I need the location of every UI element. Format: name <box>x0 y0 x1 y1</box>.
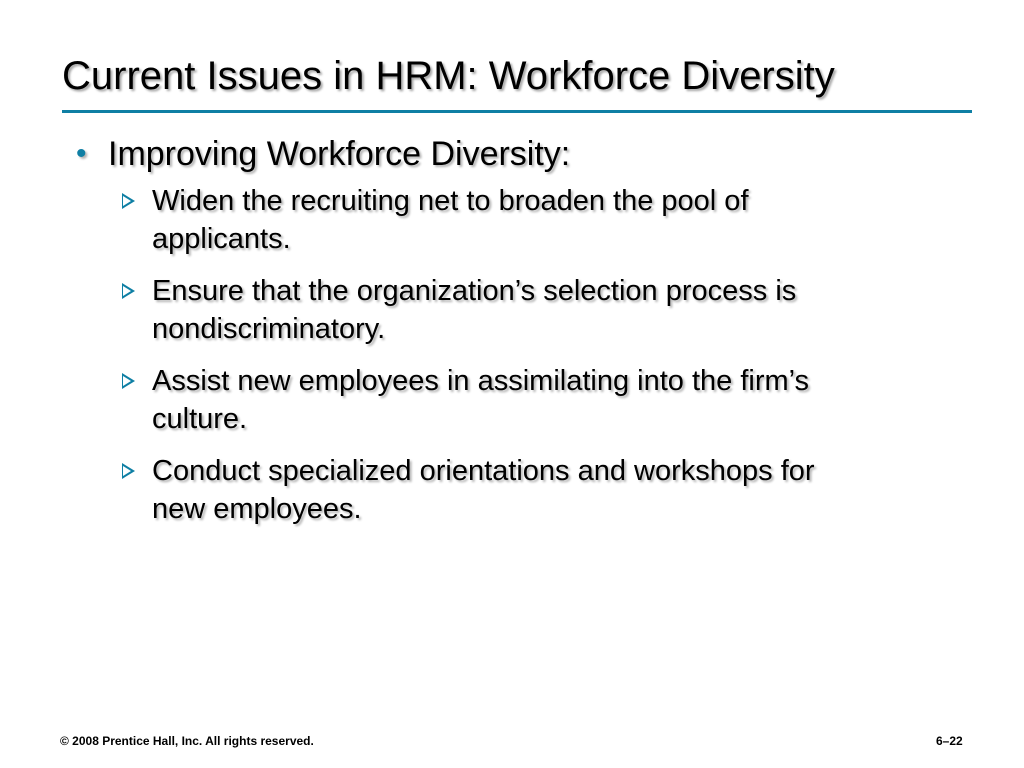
sub-bullet-list <box>70 182 950 528</box>
sub-bullet-item <box>70 272 872 348</box>
arrow-bullet-icon <box>122 193 135 209</box>
page-number: 6–22 <box>936 734 963 748</box>
sub-bullet-item <box>70 182 872 258</box>
main-bullet-label: Improving Workforce Diversity: <box>108 135 571 173</box>
sub-bullet-text: Ensure that the organization’s selection process is nondiscriminatory. <box>152 275 797 345</box>
sub-bullet-text: Conduct specialized orientations and workshops for new employees. <box>152 455 815 525</box>
arrow-bullet-icon <box>122 373 135 389</box>
arrow-bullet-icon <box>122 463 135 479</box>
main-bullet <box>70 132 950 176</box>
sub-bullet-item <box>70 362 872 438</box>
slide-content <box>70 132 950 542</box>
sub-bullet-text: Widen the recruiting net to broaden the pool of applicants. <box>152 185 749 255</box>
copyright-footer: © 2008 Prentice Hall, Inc. All rights reserved. <box>60 734 314 748</box>
sub-bullet-text: Assist new employees in assimilating into the firm’s culture. <box>152 365 810 435</box>
bullet-dot-icon: • <box>76 137 87 170</box>
arrow-bullet-icon <box>122 283 135 299</box>
title-divider <box>62 110 972 113</box>
sub-bullet-item <box>70 452 872 528</box>
slide-title: Current Issues in HRM: Workforce Diversity <box>62 54 835 98</box>
